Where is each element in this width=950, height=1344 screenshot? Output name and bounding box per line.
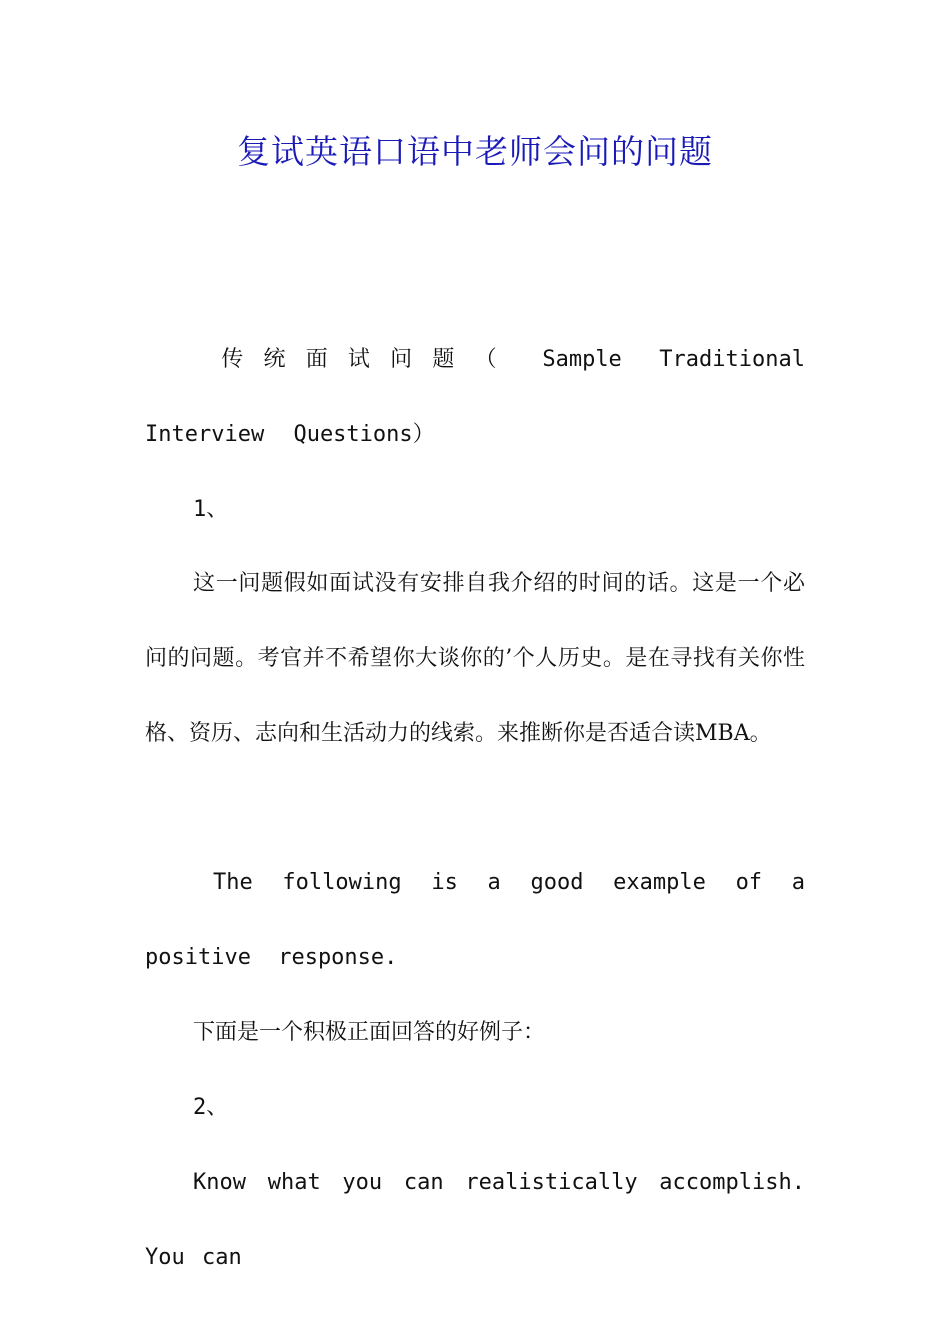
item-1-number: 1、 bbox=[193, 497, 229, 522]
section-heading bbox=[145, 322, 805, 472]
document-title: 复试英语口语中老师会问的问题 bbox=[237, 132, 713, 171]
item-2-number: 2、 bbox=[193, 1095, 229, 1120]
section-heading-cn: 传统面试问题 bbox=[213, 347, 475, 372]
item-1-example-en: The following is a good example of a positive response. bbox=[145, 870, 805, 970]
item-2-paragraph: Know what you can realistically accomplish. You can bbox=[145, 1170, 805, 1270]
item-1-paragraph: 这一问题假如面试没有安排自我介绍的时间的话。这是一个必问的问题。考官并不希望你大谈你的’个人历史。是在寻找有关你性格、资历、志向和生活动力的线索。来推断你是否适合读MBA。 bbox=[145, 571, 805, 746]
item-1-example-cn: 下面是一个积极正面回答的好例子： bbox=[193, 1020, 546, 1045]
section-heading-en: （ Sample Traditional Interview Questions） bbox=[145, 347, 805, 447]
